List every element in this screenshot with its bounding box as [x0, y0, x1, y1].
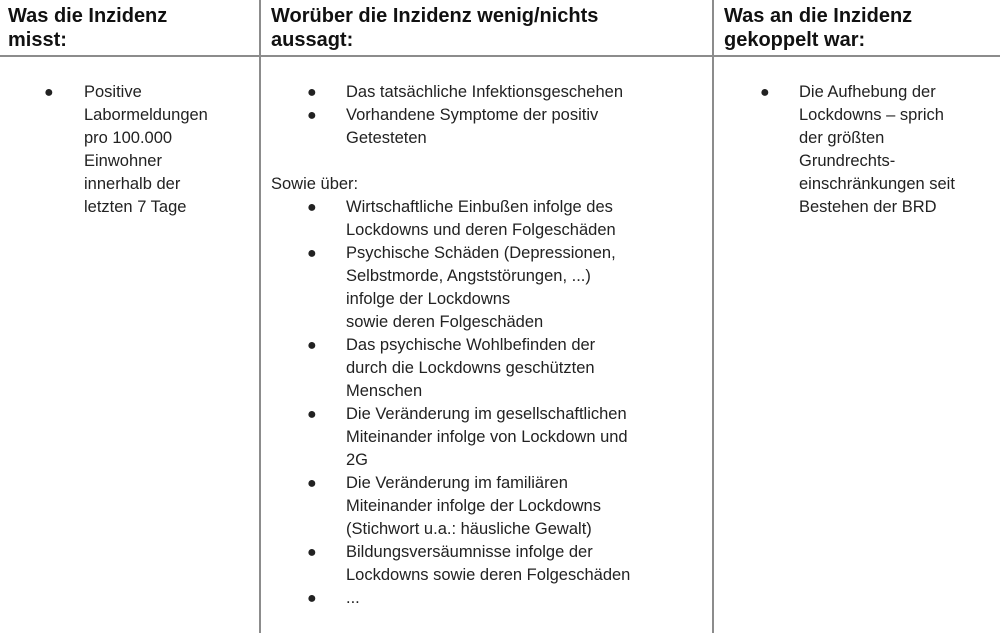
column-body-what-not-said [261, 81, 711, 610]
item-line: Positive [84, 83, 142, 101]
item-line: Bildungsversäumnisse infolge der [346, 543, 593, 561]
bullet-icon: ● [307, 406, 317, 423]
item-line: Das tatsächliche Infektionsgeschehen [346, 83, 624, 101]
item-line: 2G [346, 451, 369, 469]
item-line: Bestehen der BRD [799, 198, 937, 216]
list-item [261, 334, 711, 403]
list-item [261, 81, 711, 104]
item-line: Vorhandene Symptome der positiv [346, 106, 599, 124]
item-line: pro 100.000 [84, 129, 173, 147]
bullet-icon: ● [760, 84, 770, 101]
column-header-what-measured [8, 4, 253, 52]
list-item [261, 403, 711, 472]
bullet-icon: ● [307, 544, 317, 561]
bullet-icon: ● [307, 84, 317, 101]
item-line: Die Veränderung im gesellschaftlichen [346, 405, 627, 423]
intro-text: Sowie über: [271, 175, 359, 193]
item-line: Getesteten [346, 129, 427, 147]
item-line: einschränkungen seit [799, 175, 955, 193]
item-line: letzten 7 Tage [84, 198, 187, 216]
item-line: sowie deren Folgeschäden [346, 313, 544, 331]
item-line: Einwohner [84, 152, 162, 170]
bullet-icon: ● [44, 84, 54, 101]
item-line: innerhalb der [84, 175, 181, 193]
item-line: Lockdowns und deren Folgeschäden [346, 221, 616, 239]
item-line: Das psychische Wohlbefinden der [346, 336, 596, 354]
item-line: Menschen [346, 382, 423, 400]
list-item [0, 81, 258, 219]
list-item [261, 196, 711, 242]
item-line: Die Aufhebung der [799, 83, 936, 101]
item-line: Lockdowns – sprich [799, 106, 944, 124]
item-line: Wirtschaftliche Einbußen infolge des [346, 198, 613, 216]
list-item [714, 81, 1000, 219]
item-line: Lockdowns sowie deren Folgeschäden [346, 566, 631, 584]
item-line: Die Veränderung im familiären [346, 474, 568, 492]
bullet-list-secondary [261, 196, 711, 610]
item-line: Grundrechts- [799, 152, 896, 170]
bullet-list [0, 81, 258, 219]
column-body-what-coupled [714, 81, 1000, 219]
column-header-what-coupled [724, 4, 996, 52]
bullet-icon: ● [307, 245, 317, 262]
item-line: ... [346, 589, 360, 607]
list-item [261, 587, 711, 610]
list-item [261, 104, 711, 150]
header-line: gekoppelt war: [724, 29, 866, 51]
header-divider [0, 55, 1000, 57]
item-line: durch die Lockdowns geschützten [346, 359, 595, 377]
item-line: infolge der Lockdowns [346, 290, 511, 308]
column-header-what-not-said [271, 4, 707, 52]
header-line: aussagt: [271, 29, 354, 51]
bullet-icon: ● [307, 590, 317, 607]
bullet-list [714, 81, 1000, 219]
bullet-icon: ● [307, 107, 317, 124]
header-line: Was an die Inzidenz [724, 5, 913, 27]
spacer [261, 150, 711, 173]
bullet-list [261, 81, 711, 150]
header-line: Was die Inzidenz [8, 5, 168, 27]
item-line: Labormeldungen [84, 106, 208, 124]
bullet-icon: ● [307, 475, 317, 492]
bullet-icon: ● [307, 337, 317, 354]
header-line: Worüber die Inzidenz wenig/nichts [271, 5, 599, 27]
item-line: (Stichwort u.a.: häusliche Gewalt) [346, 520, 592, 538]
column-body-what-measured [0, 81, 258, 219]
item-line: Psychische Schäden (Depressionen, [346, 244, 616, 262]
list-item [261, 472, 711, 541]
bullet-icon: ● [307, 199, 317, 216]
item-line: Miteinander infolge der Lockdowns [346, 497, 601, 515]
list-item [261, 242, 711, 334]
header-line: misst: [8, 29, 67, 51]
list-item [261, 541, 711, 587]
item-line: Selbstmorde, Angststörungen, ...) [346, 267, 591, 285]
item-line: Miteinander infolge von Lockdown und [346, 428, 628, 446]
item-line: der größten [799, 129, 885, 147]
